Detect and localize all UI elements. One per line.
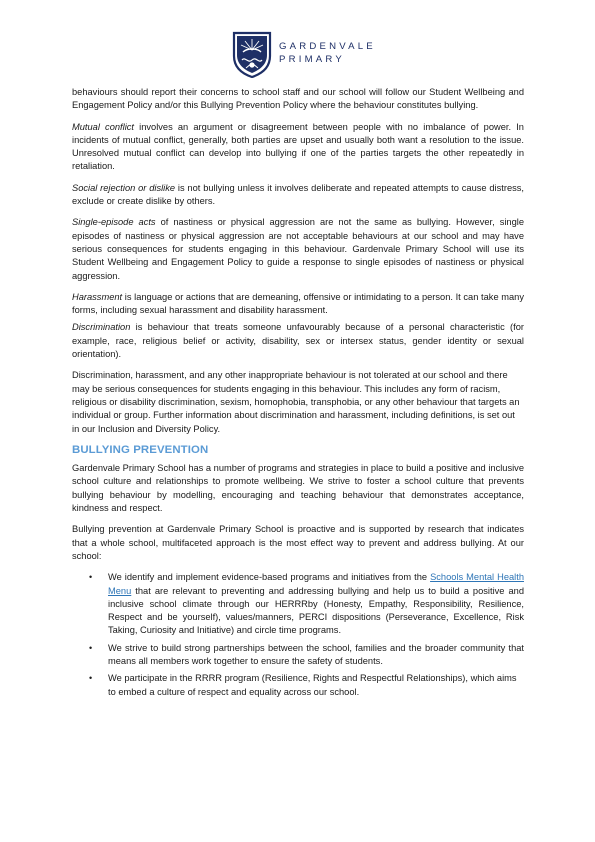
paragraph-mutual-conflict <box>72 121 524 174</box>
term-single-episode: Single-episode acts <box>72 217 156 228</box>
bullet-marker: • <box>89 642 93 653</box>
list-item-text-start: We identify and implement evidence-based programs and initiatives from the <box>108 572 431 583</box>
harassment-text: is language or actions that are demeaning, offensive or intimidating to a person. It can take many forms, including sexual harassment and disability harassment. <box>72 291 524 316</box>
paragraph-prevention-2: Bullying prevention at Gardenvale Primary School is proactive and is supported by research that indicates that a whole school, multifaceted approach is the most effect way to prevent and address bullying. At our school: <box>72 524 524 561</box>
paragraph-continued: behaviours should report their concerns to school staff and our school will follow our Student Wellbeing and Engagement Policy and/or this Bullying Prevention Policy where the behaviour constitutes bullying. <box>72 87 524 111</box>
paragraph-discrimination <box>72 321 524 361</box>
single-episode-text: of nastiness or physical aggression are not the same as bullying. However, single episodes of nastiness or physical aggression are not acceptable behaviours at our school and may have serious consequences for students engaging in this behaviour. Gardenvale Primary School will use its Student Wellbeing and Engagement Policy to guide a response to single episodes of nastiness or physical aggression. <box>72 217 524 281</box>
prevention-list <box>72 571 524 699</box>
list-item-text-end: that are relevant to preventing and addressing bullying and help us to build a positive and inclusive school climate through our HERRRby (Honesty, Empathy, Responsibility, Resilience, Respect and be yourself), values/manners, PERCI dispositions (Perseverance, Excellence, Risk Taking, Curiosity and Initiative) and circle time programs. <box>108 585 524 636</box>
document-body <box>72 86 524 703</box>
social-rejection-text: is not bullying unless it involves deliberate and repeated attempts to cause distress, exclude or create dislike by others. <box>72 182 525 207</box>
schools-mental-health-menu-link[interactable]: Schools Mental Health Menu <box>108 572 524 596</box>
term-discrimination: Discrimination <box>72 322 131 333</box>
school-name-line1: GARDENVALE <box>279 41 376 52</box>
list-item <box>89 672 524 699</box>
paragraph-prevention-1: Gardenvale Primary School has a number of programs and strategies in place to build a positive and inclusive school culture and relationships to promote wellbeing. We strive to foster a school culture that prevents bullying behaviour by modelling, encouraging and teaching behaviour that demonstrates acceptance, kindness and respect. <box>72 463 524 514</box>
term-mutual-conflict: Mutual conflict <box>72 121 134 132</box>
school-header <box>231 28 376 78</box>
list-item <box>89 571 524 637</box>
paragraph-discrimination-general: Discrimination, harassment, and any other inappropriate behaviour is not tolerated at our school and there may be serious consequences for students engaging in this behaviour. This includes any form of racism, religious or disability discrimination, sexism, homophobia, transphobia, or any other behaviour that targets an individual or group. Further information about discrimination and harassment, including definitions, is set out in our Inclusion and Diversity Policy. <box>72 370 520 434</box>
discrimination-text: is behaviour that treats someone unfavourably because of a personal characteristic (for example, race, religious belief or activity, disability, sex or intersex status, gender identity or sexual orientation). <box>72 322 524 360</box>
bullet-marker: • <box>89 572 93 583</box>
list-item-text: We strive to build strong partnerships between the school, families and the broader community that means all members work together to ensure the safety of students. <box>108 642 524 666</box>
list-item-text: We participate in the RRRR program (Resilience, Rights and Respectful Relationships), which aims to embed a culture of respect and equality across our school. <box>108 673 517 697</box>
paragraph-social-rejection <box>72 182 524 209</box>
mutual-conflict-text: involves an argument or disagreement between people with no imbalance of power. In incidents of mutual conflict, generally, both parties are upset and usually both want a resolution to the issue. Unresolved mutual conflict can develop into bullying if one of the parties targets the other repeatedly in retaliation. <box>72 121 524 172</box>
list-item <box>89 642 524 669</box>
term-social-rejection: Social rejection or dislike <box>72 182 176 193</box>
paragraph-single-episode <box>72 216 524 282</box>
bullet-marker: • <box>89 673 93 684</box>
school-name-line2: PRIMARY <box>279 54 345 65</box>
paragraph-harassment <box>72 291 524 318</box>
school-crest-logo <box>231 30 273 78</box>
school-name <box>279 40 376 66</box>
section-heading-bullying-prevention: BULLYING PREVENTION <box>72 443 209 456</box>
term-harassment: Harassment <box>72 291 123 302</box>
